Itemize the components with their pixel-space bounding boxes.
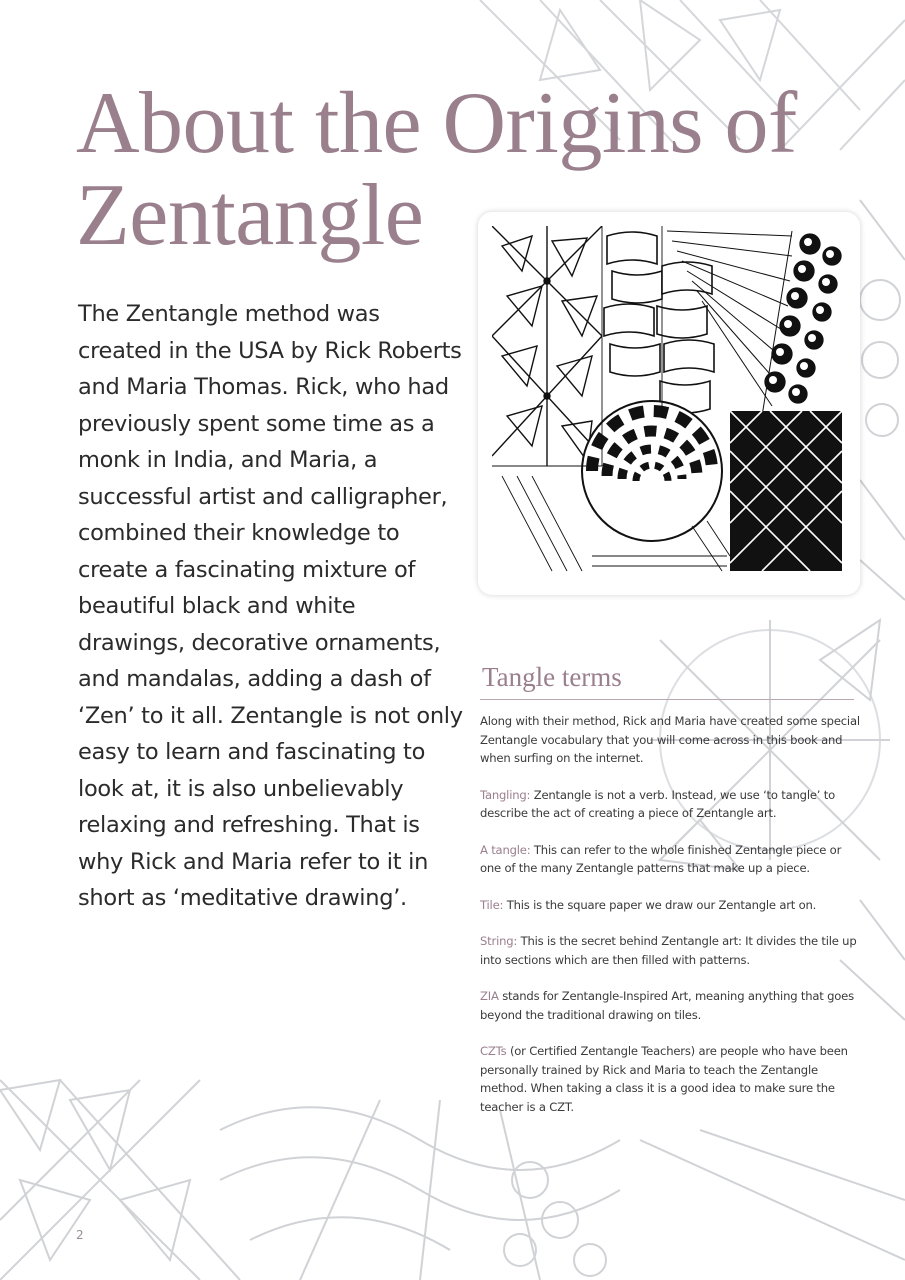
term-label: ZIA: [480, 989, 499, 1003]
term-definition: Zentangle is not a verb. Instead, we use ‘to tangle’ to describe the act of creating a piece of Zentangle art.: [480, 787, 835, 820]
tangle-terms-intro: Along with their method, Rick and Maria have created some special Zentangle vocabulary that you will come across in this book and when surfing on the internet.: [480, 714, 860, 765]
tangle-spiral-section: [582, 401, 722, 541]
zentangle-tile-drawing: [492, 226, 846, 581]
term-item-tangling: [480, 786, 860, 823]
term-definition: stands for Zentangle-Inspired Art, meaning anything that goes beyond the traditional drawing on tiles.: [480, 989, 854, 1022]
term-item-tile: [480, 896, 860, 915]
term-item-czts: [480, 1042, 860, 1116]
term-definition: This is the square paper we draw our Zentangle art on.: [503, 897, 817, 912]
term-label: Tile:: [480, 897, 504, 912]
tangle-terms-body: [480, 712, 860, 1116]
page-title: About the Origins of Zentangle: [76, 75, 797, 264]
page-number: 2: [76, 1228, 84, 1242]
term-definition: This can refer to the whole finished Zentangle piece or one of the many Zentangle patterns that make up a piece.: [480, 842, 842, 875]
tangle-terms-heading: Tangle terms: [480, 662, 854, 700]
term-label: CZTs: [480, 1044, 507, 1058]
tangle-terms-section: [480, 662, 860, 1134]
term-label: A tangle:: [480, 842, 531, 857]
zentangle-tile-illustration: [478, 212, 860, 595]
tangle-diamond-section: [730, 411, 842, 571]
bg-bottom-left: [0, 1080, 240, 1280]
term-definition: This is the secret behind Zentangle art: It divides the tile up into sections which are then filled with patterns.: [480, 934, 857, 967]
term-item-string: [480, 932, 860, 969]
term-item-a-tangle: [480, 841, 860, 878]
term-definition: (or Certified Zentangle Teachers) are people who have been personally trained by Rick and Maria to teach the Zentangle method. When taking a class it is a good idea to make sure the teacher is a CZT.: [480, 1044, 848, 1114]
term-label: String:: [480, 934, 518, 948]
term-label: Tangling:: [480, 787, 531, 802]
term-item-zia: [480, 987, 860, 1024]
intro-paragraph: The Zentangle method was created in the USA by Rick Roberts and Maria Thomas. Rick, who had previously spent some time as a monk in India, and Maria, a successful artist and calligrapher, combined their knowledge to create a fascinating mixture of beautiful black and white drawings, decorative ornaments, and mandalas, adding a dash of ‘Zen’ to it all. Zentangle is not only easy to learn and fascinating to look at, it is also unbelievably relaxing and refreshing. That is why Rick and Maria refer to it in short as ‘meditative drawing’.: [78, 301, 463, 911]
